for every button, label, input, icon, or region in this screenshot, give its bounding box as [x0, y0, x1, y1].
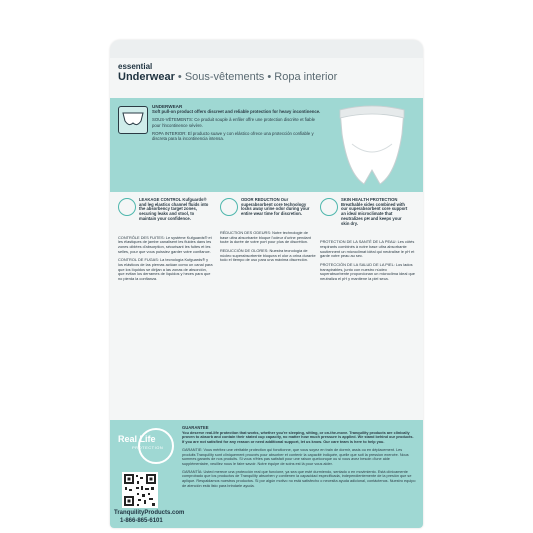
package-back-panel [110, 40, 423, 528]
shield-icon [118, 198, 136, 216]
feature-fr: CONTRÔLE DES FUITES: Le système Kufguards® et les élastiques de jambe canalisent les fluides dans les zones ciblées d'absorption, sécurisant les fuites et les selles, pour que vous puissiez garder votre confiance. [118, 234, 212, 254]
feature-heading: SKIN HEALTH PROTECTION Breathable sides combined with our superabsorbent core support an ideal microclimate that neutralizes pH and keeps your skin dry. [341, 197, 408, 226]
feature-odor-reduction [220, 198, 316, 267]
product-desc-en: Soft pull-on product offers discreet and reliable protection for heavy incontinence. [152, 109, 321, 115]
phone-label: 1-866-865-6101 [120, 518, 163, 524]
guarantee-panel [110, 420, 423, 528]
underwear-illustration [332, 104, 412, 188]
guarantee-heading: GUARANTEE [182, 425, 209, 430]
product-heading: UNDERWEAR [152, 104, 183, 109]
package-header [118, 62, 418, 83]
title-translations: • Sous-vêtements • Ropa interior [174, 71, 338, 83]
product-title [118, 71, 418, 83]
odor-icon [220, 198, 238, 216]
product-description [152, 104, 322, 144]
guarantee-es: GARANTÍA: Usted merece una protección real que funcione, ya sea que esté durmiendo, sentado o en movimiento. Está clínicamente comprobado que los productos de Tranquility absorben y contienen la capacidad especificada, independientemente de la presión que se aplique. Respaldamos nuestros productos. Si por algún motivo no está satisfecho o necesita ayuda adicional, contáctenos. Nuestro equipo de atención está listo para brindarle ayuda. [182, 469, 416, 488]
feature-heading: ODOR REDUCTION Our superabsorbent core technology locks away urine odor during your entire wear time for discretion. [241, 197, 310, 217]
feature-skin-health [320, 198, 416, 286]
product-description-panel [110, 98, 423, 192]
skin-health-icon [320, 198, 338, 216]
feature-fr: RÉDUCTION DES ODEURS: Notre technologie de base ultra absorbante bloque l'odeur d'urine pendant toute la durée de votre port pour plus de discrétion. [220, 229, 311, 245]
underwear-chip-icon [118, 106, 148, 134]
badge-title: Real Life [118, 434, 156, 444]
feature-es: REDUCCIÓN DE OLORES: Nuestra tecnología de núcleo superabsorbente bloquea el olor a orina durante todo el tiempo de uso para una máxima discreción. [220, 247, 316, 263]
product-desc-es: ROPA INTERIOR: El producto suave y con elástico ofrece una protección confiable y discreta para la incontinencia intensa. [152, 130, 314, 142]
feature-heading: LEAKAGE CONTROL Kufguards® and leg elastics channel fluids into the absorbency target zones, securing leaks and stool, to maintain your confidence. [139, 197, 209, 221]
package-top-seal [110, 40, 423, 58]
badge-subtitle: PROTECTION [132, 445, 164, 450]
website-label: TranquilityProducts.com [114, 510, 185, 516]
guarantee-text [182, 426, 416, 491]
product-desc-fr: SOUS-VÊTEMENTS: Ce produit souple à enfiler offre une protection discrète et fiable pour l'incontinence sévère. [152, 117, 316, 128]
feature-es: PROTECCIÓN DE LA SALUD DE LA PIEL: Los lados transpirables, junto con nuestro núcleo superabsorbente proporcionan un microclima ideal que neutraliza el pH y mantiene la piel seca. [320, 262, 415, 282]
guarantee-en: You deserve real-life protection that works, whether you're sleeping, sitting, or on-the-move. Tranquility products are clinically proven to absorb and contain their stated cup capacity, no matter how much pressure is applied. We stand behind our products. If you are not satisfied for any reason or need additional support, let us know. Our care team is here to help you. [182, 430, 414, 445]
feature-leakage-control [118, 198, 214, 286]
features-section [110, 192, 423, 420]
guarantee-fr: GARANTIE: Vous méritez une véritable protection qui fonctionne, que vous soyez en train de dormir, assis ou en déplacement. Les produits Tranquility sont cliniquement prouvés pour absorber et contenir la capacité indiquée, quelle que soit la pression exercée. Nous sommes garants de nos produits. Si vous n'êtes pas satisfait pour une raison quelconque ou si vous avez besoin d'une aide supplémentaire, veuillez nous le faire savoir. Notre équipe de soins est là pour vous aider. [182, 447, 409, 466]
brand-label: essential [118, 62, 153, 71]
title-main: Underwear [118, 71, 175, 83]
feature-fr: PROTECTION DE LA SANTÉ DE LA PEAU: Les côtés respirants combinés à notre base ultra absorbante soutiennent un microclimat idéal qui neutralise le pH et garde votre peau au sec. [320, 239, 415, 259]
qr-code-icon[interactable] [122, 472, 158, 508]
feature-es: CONTROL DE FUGAS: La tecnología Kufguards® y los elásticos de las piernas actúan como un canal para que los líquidos se dirijan a las zonas de absorción, que evitan los derrames de líquidos y heces para que no pierda la confianza. [118, 257, 213, 282]
